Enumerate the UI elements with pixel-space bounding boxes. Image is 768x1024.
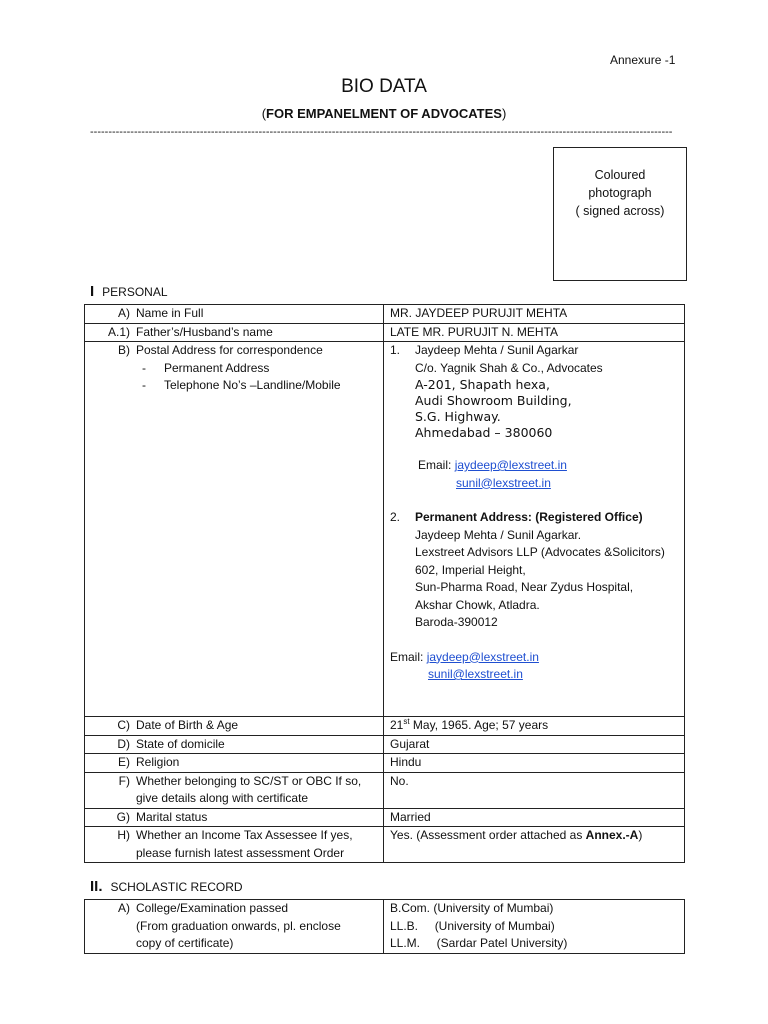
- photo-placeholder: Coloured photograph ( signed across): [553, 147, 687, 281]
- table-row: H) Whether an Income Tax Assessee If yes, please furnish latest assessment Order Yes. (Assessment order attached as Annex.-A): [85, 827, 685, 863]
- section-scholastic-heading: II. SCHOLASTIC RECORD: [90, 878, 243, 895]
- email-link-sunil[interactable]: sunil@lexstreet.in: [456, 475, 551, 490]
- section-personal-heading: I PERSONAL: [90, 283, 168, 300]
- table-row: B) Postal Address for correspondence - Permanent Address - Telephone No’s –Landline/Mobile 1. Jaydeep Mehta / Sunil Agarkar C/o. Yagnik Shah & Co., Advocates A-201, Shapath hexa, Audi Showroom Building, S.G. Highway. Ahmedabad – 380060 Email: jaydeep@lexstreet.in sunil@lexstreet.in 2. Permanent Address: (Registered Office) Jaydeep Mehta / Sunil Agarkar. Lexstreet Advisors LLP (Advocates &Solicitors) 602, Imperial Height, Sun-Pharma Road, Near Zydus Hospital, Akshar Chowk, Atladra. Baroda-390012 Email: jaydeep@lexstreet.in sunil@lexstreet.in: [85, 342, 685, 717]
- email-link-jaydeep[interactable]: jaydeep@lexstreet.in: [426, 649, 539, 664]
- table-row: C) Date of Birth & Age 21st May, 1965. Age; 57 years: [85, 717, 685, 736]
- table-row: G) Marital status Married: [85, 808, 685, 827]
- page-subtitle: (FOR EMPANELMENT OF ADVOCATES): [261, 106, 507, 121]
- email-link-sunil[interactable]: sunil@lexstreet.in: [428, 667, 523, 681]
- dashed-separator: ---------------------------------------------------------------------------------------------------------------------------------------------------------------: [90, 126, 673, 138]
- table-row: A) Name in Full MR. JAYDEEP PURUJIT MEHTA: [85, 305, 685, 324]
- email-link-jaydeep[interactable]: jaydeep@lexstreet.in: [454, 458, 567, 472]
- table-row: A.1) Father’s/Husband’s name LATE MR. PURUJIT N. MEHTA: [85, 323, 685, 342]
- table-row: E) Religion Hindu: [85, 754, 685, 773]
- annexure-label: Annexure -1: [610, 53, 676, 67]
- scholastic-table: [84, 899, 685, 954]
- personal-table: [84, 304, 685, 863]
- table-row: A) College/Examination passed (From graduation onwards, pl. enclose copy of certificate) B.Com. (University of Mumbai) LL.B. (University of Mumbai) LL.M. (Sardar Patel University): [85, 900, 685, 954]
- table-row: D) State of domicile Gujarat: [85, 735, 685, 754]
- table-row: F) Whether belonging to SC/ST or OBC If so, give details along with certificate No.: [85, 772, 685, 808]
- page-title: BIO DATA: [341, 76, 427, 97]
